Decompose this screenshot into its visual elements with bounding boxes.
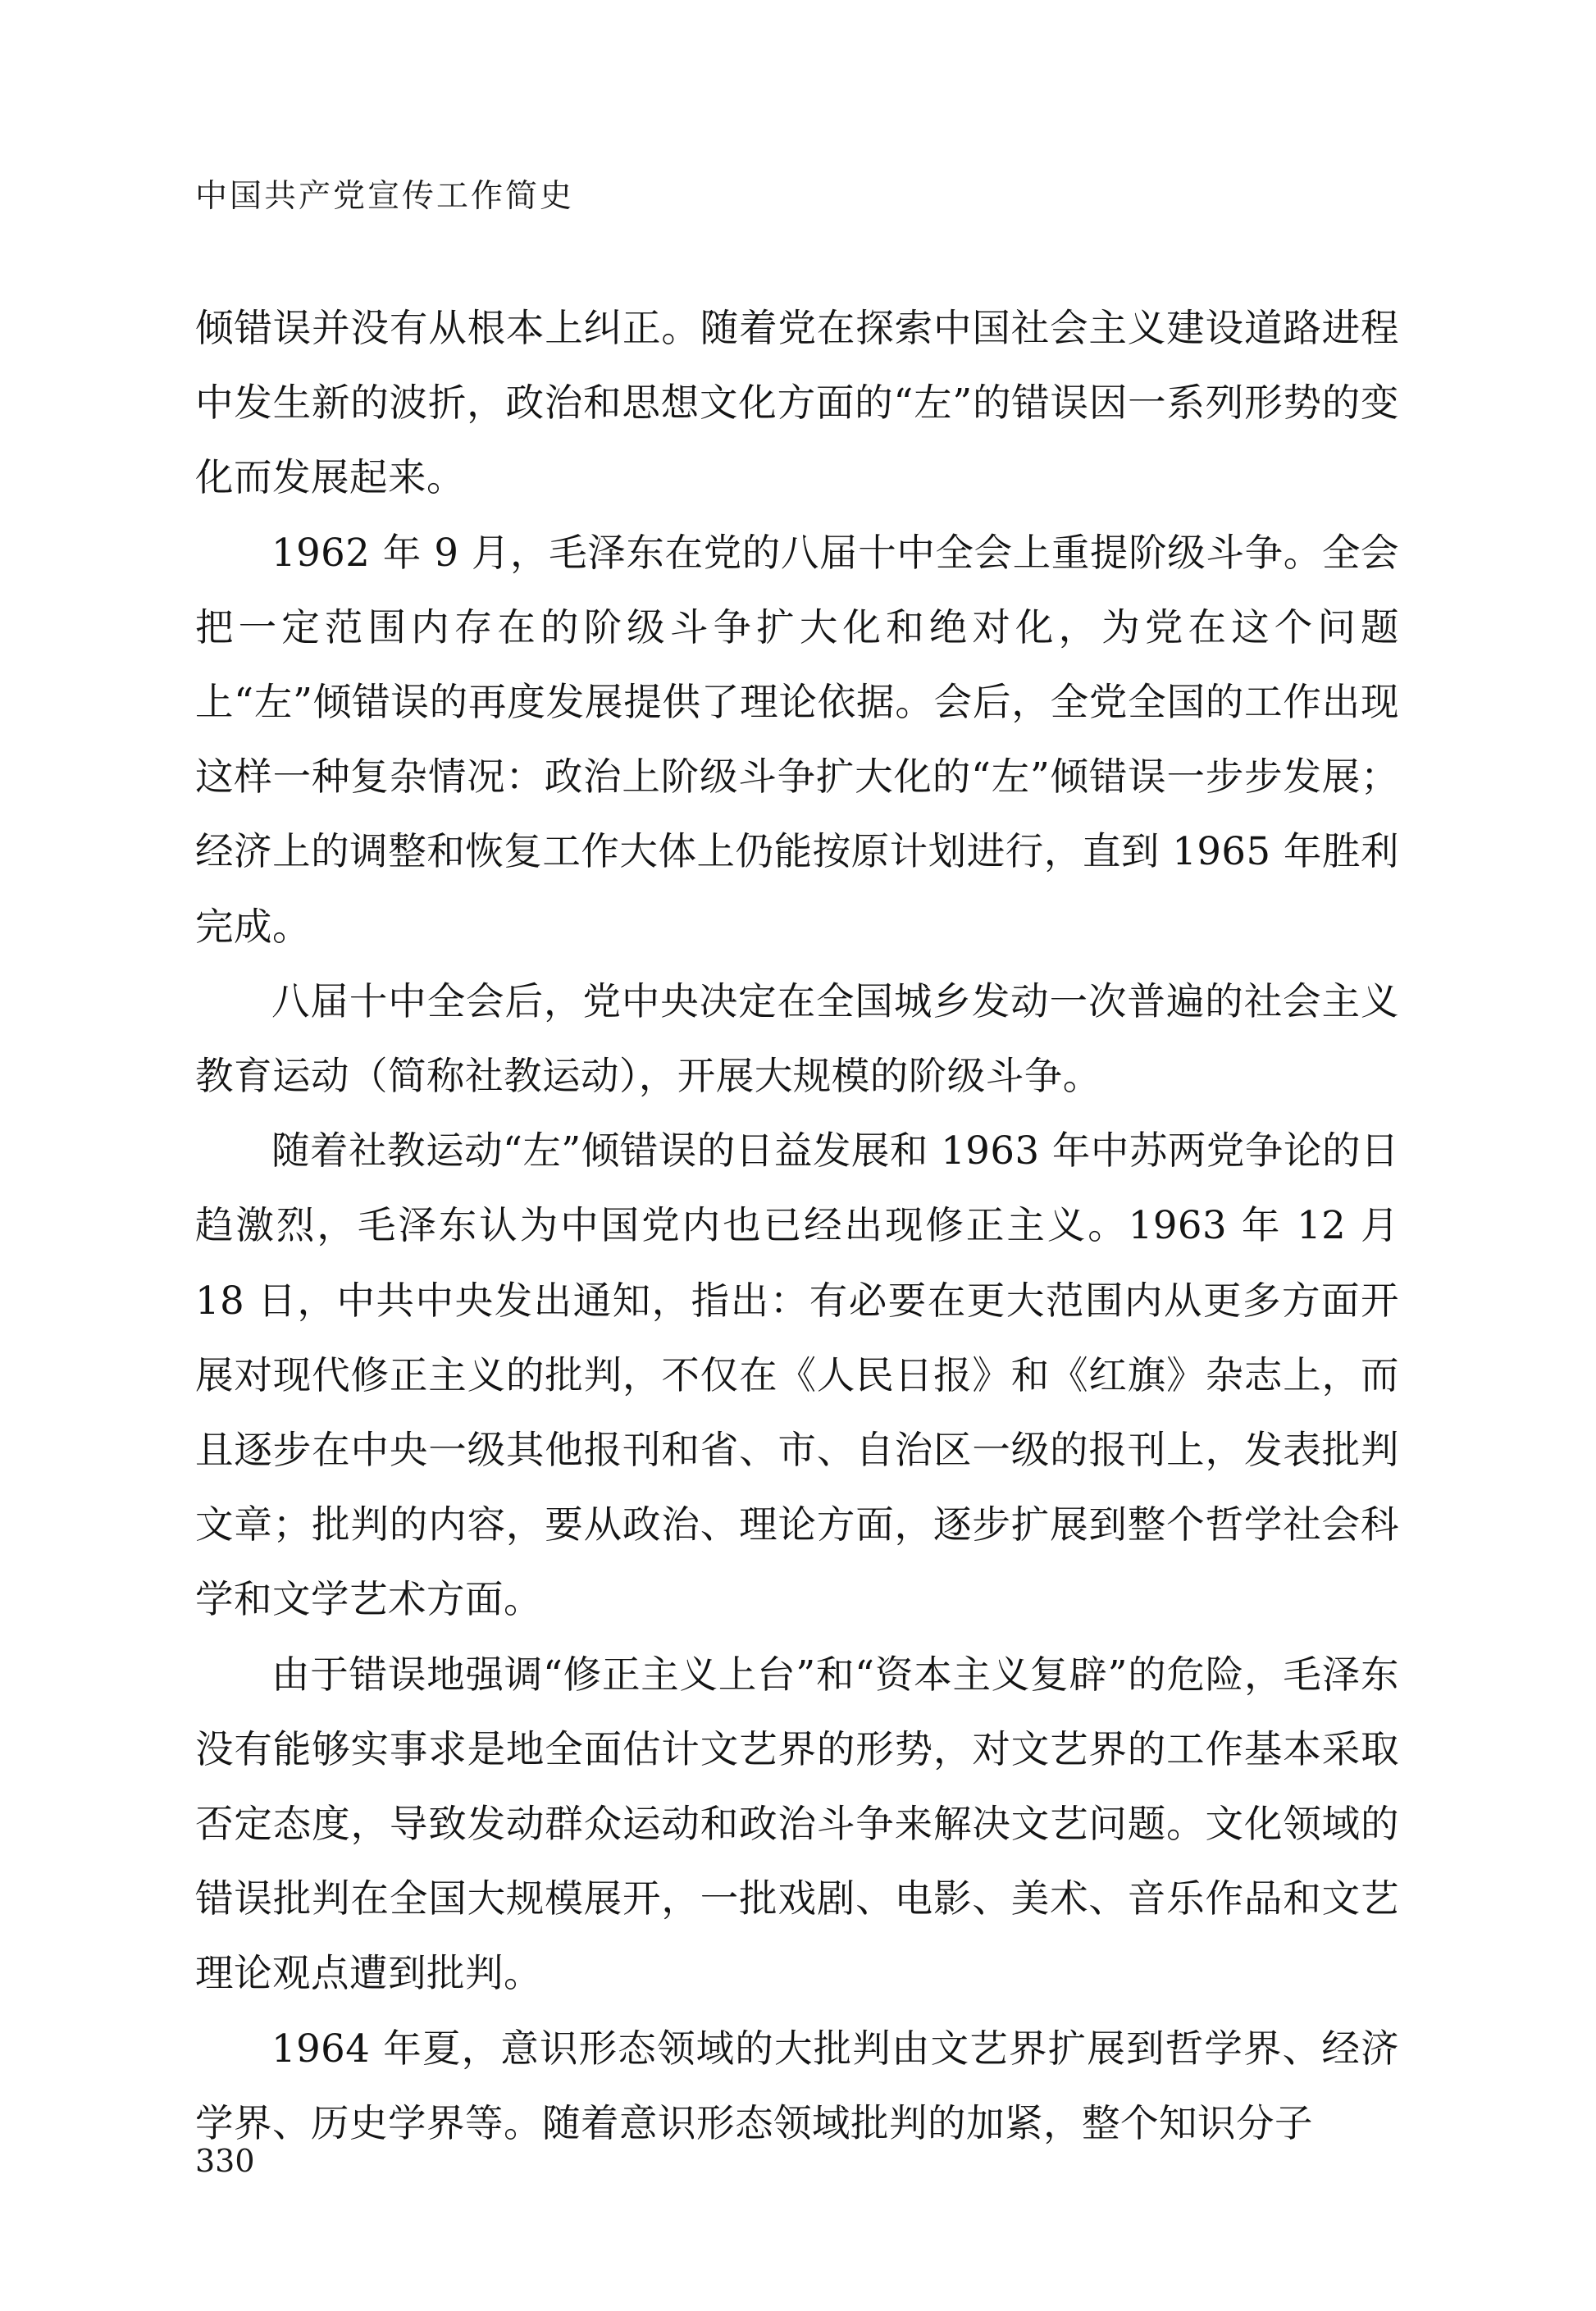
paragraph: 随着社教运动“左”倾错误的日益发展和 1963 年中苏两党争论的日趋激烈，毛泽东认为中国党内也已经出现修正主义。1963 年 12 月 18 日，中共中央发出通知，指出：有必要在更大范围内从更多方面开展对现代修正主义的批判，不仅在《人民日报》和《红旗》杂志上，而且逐步在中央一级其他报刊和省、市、自治区一级的报刊上，发表批判文章；批判的内容，要从政治、理论方面，逐步扩展到整个哲学社会科学和文学艺术方面。 xyxy=(195,1128,1399,1622)
paragraph: 倾错误并没有从根本上纠正。随着党在探索中国社会主义建设道路进程中发生新的波折，政治和思想文化方面的“左”的错误因一系列形势的变化而发展起来。 xyxy=(195,306,1399,500)
page-number: 330 xyxy=(195,2143,255,2179)
running-header: 中国共产党宣传工作简史 xyxy=(195,178,575,215)
paragraph: 1964 年夏，意识形态领域的大批判由文艺界扩展到哲学界、经济学界、历史学界等。随着意识形态领域批判的加紧，整个知识分子 xyxy=(195,2026,1399,2145)
paragraph: 由于错误地强调“修正主义上台”和“资本主义复辟”的危险，毛泽东没有能够实事求是地全面估计文艺界的形势，对文艺界的工作基本采取否定态度，导致发动群众运动和政治斗争来解决文艺问题。文化领域的错误批判在全国大规模展开，一批戏剧、电影、美术、音乐作品和文艺理论观点遭到批判。 xyxy=(195,1652,1399,1996)
body-text xyxy=(195,291,1399,2161)
paragraph: 1962 年 9 月，毛泽东在党的八届十中全会上重提阶级斗争。全会把一定范围内存在的阶级斗争扩大化和绝对化，为党在这个问题上“左”倾错误的再度发展提供了理论依据。会后，全党全国的工作出现这样一种复杂情况：政治上阶级斗争扩大化的“左”倾错误一步步发展；经济上的调整和恢复工作大体上仍能按原计划进行，直到 1965 年胜利完成。 xyxy=(195,530,1399,949)
paragraph: 八届十中全会后，党中央决定在全国城乡发动一次普遍的社会主义教育运动（简称社教运动），开展大规模的阶级斗争。 xyxy=(195,978,1399,1099)
